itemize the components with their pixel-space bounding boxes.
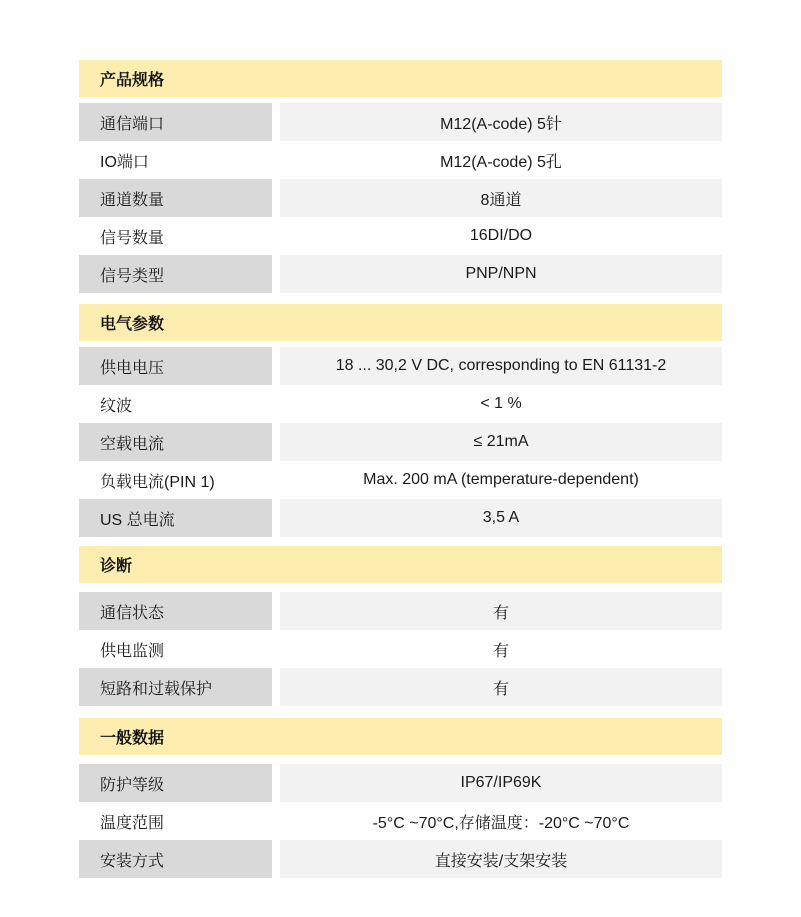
row-value: -5°C ~70°C,存储温度：-20°C ~70°C: [372, 814, 630, 832]
row-label: 纹波: [100, 397, 133, 415]
table-row: [79, 423, 722, 461]
row-label: US 总电流: [79, 499, 272, 537]
table-row: [79, 385, 722, 423]
row-value: M12(A-code) 5针: [280, 103, 722, 141]
row-label: 供电监测: [100, 642, 165, 660]
row-label: 信号类型: [79, 255, 272, 293]
spec-section-electrical: [79, 304, 722, 537]
row-value: 18 ... 30,2 V DC, corresponding to EN 61131-2: [280, 347, 722, 385]
row-value: Max. 200 mA (temperature-dependent): [363, 471, 639, 488]
row-value: 16DI/DO: [469, 227, 533, 244]
row-label: 防护等级: [79, 764, 272, 802]
row-label: 通信状态: [79, 592, 272, 630]
section-title: 电气参数: [79, 304, 722, 341]
row-value: IP67/IP69K: [280, 764, 722, 802]
table-row: [79, 802, 722, 840]
row-label: 安装方式: [79, 840, 272, 878]
row-label: 负载电流(PIN 1): [100, 473, 215, 491]
row-value: ≤ 21mA: [280, 423, 722, 461]
row-value: 直接安装/支架安装: [280, 840, 722, 878]
table-row: [79, 764, 722, 802]
row-value: 有: [280, 668, 722, 706]
row-value: M12(A-code) 5孔: [440, 153, 562, 171]
spec-section-product: [79, 60, 722, 293]
table-row: [79, 141, 722, 179]
row-value: 8通道: [280, 179, 722, 217]
row-label: 供电电压: [79, 347, 272, 385]
row-label: 温度范围: [100, 814, 165, 832]
spec-section-diagnostics: [79, 546, 722, 706]
row-value: PNP/NPN: [280, 255, 722, 293]
row-label: IO端口: [100, 153, 149, 171]
table-row: [79, 592, 722, 630]
table-row: [79, 461, 722, 499]
section-title: 产品规格: [79, 60, 722, 97]
table-row: [79, 630, 722, 668]
table-row: [79, 347, 722, 385]
row-label: 短路和过载保护: [79, 668, 272, 706]
table-row: [79, 840, 722, 878]
table-row: [79, 217, 722, 255]
spec-section-general: [79, 718, 722, 878]
row-value: 3,5 A: [280, 499, 722, 537]
table-row: [79, 499, 722, 537]
section-title: 诊断: [79, 546, 722, 583]
row-label: 空载电流: [79, 423, 272, 461]
row-value: 有: [280, 592, 722, 630]
section-title: 一般数据: [79, 718, 722, 755]
row-label: 信号数量: [100, 229, 165, 247]
table-row: [79, 255, 722, 293]
row-label: 通道数量: [79, 179, 272, 217]
table-row: [79, 179, 722, 217]
table-row: [79, 103, 722, 141]
row-value: < 1 %: [480, 395, 522, 412]
table-row: [79, 668, 722, 706]
row-label: 通信端口: [79, 103, 272, 141]
row-value: 有: [492, 642, 509, 660]
